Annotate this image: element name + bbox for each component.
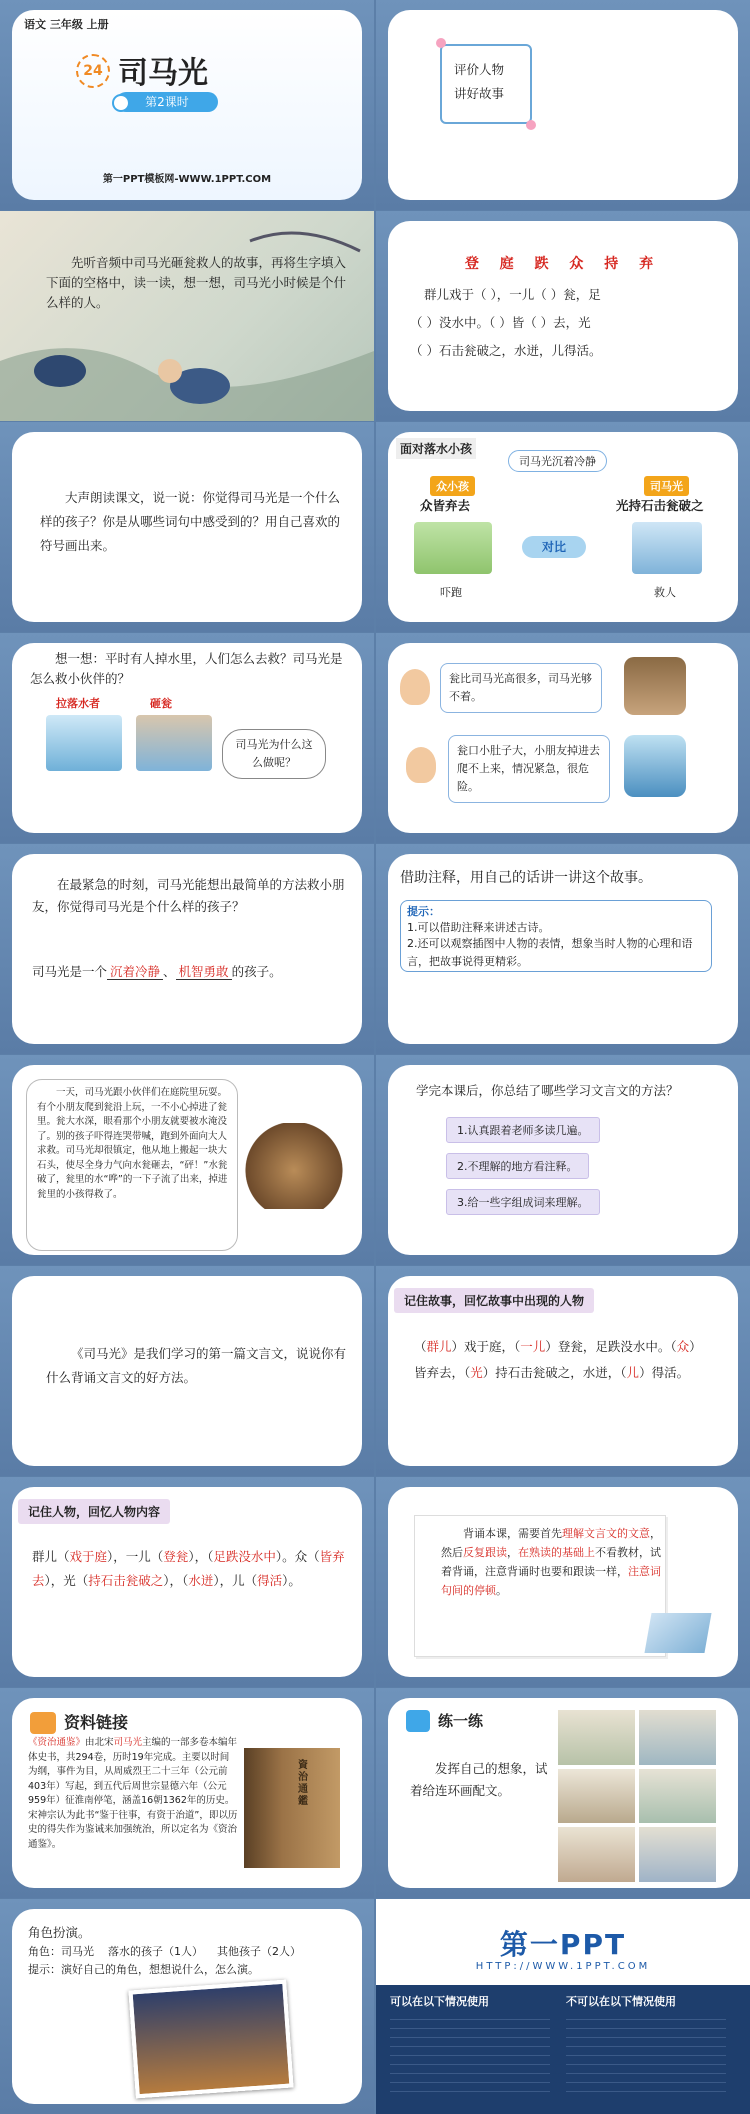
roles-line: 角色：司马光 落水的孩子（1人） 其他孩子（2人） <box>28 1945 301 1958</box>
method-1: 1.认真跟着老师多读几遍。 <box>446 1117 600 1143</box>
objective-line-1: 评价人物 <box>454 62 505 77</box>
role-play-title: 角色扮演。 <box>28 1925 91 1940</box>
answer-guang: 光 <box>470 1365 483 1380</box>
text-fragment: 。 <box>496 1584 507 1597</box>
usage-list-right <box>566 2019 726 2095</box>
simaguang-action: 光持石击瓮破之 <box>616 498 704 513</box>
slide-title <box>0 0 374 210</box>
text-fragment: （ <box>414 1339 427 1354</box>
recite-question: 《司马光》是我们学习的第一篇文言文，说说你有什么背诵文言文的好方法。 <box>46 1346 347 1385</box>
jar-illustration <box>244 1123 344 1209</box>
highlight-2: 反复跟读 <box>463 1546 507 1559</box>
text-fragment: ，然后 <box>441 1527 661 1559</box>
slide-recite-tips <box>376 1477 750 1687</box>
text-fragment: ）皆弃去，（ <box>414 1339 702 1380</box>
comic-panel <box>639 1769 716 1824</box>
rescue-caption: 救人 <box>654 586 676 599</box>
comic-panel <box>558 1769 635 1824</box>
children-running-image <box>414 522 492 574</box>
rescue-image <box>632 522 702 574</box>
answer-1: 沉着冷静 <box>107 964 163 980</box>
text-fragment: 背诵本课，需要首先 <box>463 1527 562 1540</box>
slide-reasons <box>376 633 750 843</box>
blank-line-2: （ ）没水中。（ ）皆（ ）去，光 <box>410 315 591 330</box>
new-characters: 登 庭 跌 众 持 弃 <box>464 256 662 272</box>
pull-out-image <box>46 715 122 771</box>
slide-resource <box>0 1688 374 1898</box>
book-cover-title: 資治通鑑 <box>298 1760 308 1807</box>
objective-frame <box>440 44 532 124</box>
answer-shui-beng: 水迸 <box>188 1573 214 1588</box>
subject-label: 语文 三年级 上册 <box>24 18 109 31</box>
answer-2: 机智勇敢 <box>176 964 232 980</box>
slide-compare <box>376 422 750 632</box>
children-caption: 吓跑 <box>440 586 462 599</box>
comic-strip <box>558 1710 716 1882</box>
reason-bubble-2: 瓮口小肚子大，小朋友掉进去爬不上来，情况紧急，很危险。 <box>448 735 610 803</box>
girl-avatar <box>406 747 436 783</box>
answer-deng-weng: 登瓮 <box>163 1549 189 1564</box>
ink-painting-illustration <box>0 211 374 421</box>
compare-title: 面对落水小孩 <box>396 438 476 459</box>
brand-logo: 第一PPT <box>499 1928 627 1961</box>
answer-yi-er: 一儿 <box>520 1339 546 1354</box>
notebook <box>414 1515 666 1657</box>
book-icon <box>30 1712 56 1734</box>
content-title: 记住人物，回忆人物内容 <box>18 1499 170 1524</box>
slide-content <box>0 1477 374 1687</box>
answer-chi-shi: 持石击瓮破之 <box>88 1573 164 1588</box>
simaguang-tag: 司马光 <box>644 476 689 496</box>
tip-1: 1.可以借助注释来讲述古诗。 <box>407 921 550 934</box>
role-tip: 提示：演好自己的角色，想想说什么，怎么演。 <box>28 1963 259 1976</box>
slide-people <box>376 1266 750 1476</box>
text-fragment: ）持石击瓮破之，水迸，（ <box>482 1365 627 1380</box>
slide-credits <box>376 1899 750 2114</box>
slide-retell <box>376 844 750 1054</box>
text-fragment: ）登瓮，足跌没水中。（ <box>545 1339 677 1354</box>
method-2: 2.不理解的地方看注释。 <box>446 1153 589 1179</box>
text-fragment: ， <box>507 1546 518 1559</box>
slide-character <box>0 844 374 1054</box>
flower-icon <box>526 120 536 130</box>
people-title: 记住故事，回忆故事中出现的人物 <box>394 1288 594 1313</box>
methods-question: 学完本课后，你总结了哪些学习文言文的方法？ <box>416 1083 679 1098</box>
story-frame <box>26 1079 238 1251</box>
practice-title: 练一练 <box>438 1712 484 1730</box>
retell-instruction: 借助注释，用自己的话讲一讲这个故事。 <box>400 870 652 886</box>
highlight-3: 在熟读的基础上 <box>518 1546 595 1559</box>
reason-bubble-1: 瓮比司马光高很多，司马光够不着。 <box>440 663 602 713</box>
tip-label: 提示： <box>407 905 440 918</box>
method-label-2: 砸瓮 <box>150 697 172 710</box>
page-title: 司马光 <box>118 56 208 91</box>
recite-tips-text <box>441 1524 661 1600</box>
method-label-1: 拉落水者 <box>56 697 100 710</box>
pencil-icon <box>406 1710 430 1732</box>
book-set-image <box>244 1748 340 1868</box>
author-name: 司马光 <box>113 1737 143 1748</box>
children-tag: 众小孩 <box>430 476 475 496</box>
slide-objective <box>376 0 750 210</box>
listen-instruction: 先听音频中司马光砸瓮救人的故事，再将生字填入下面的空格中，读一读，想一想，司马光小时候是个什么样的人。 <box>46 255 347 310</box>
read-aloud-instruction: 大声朗读课文，说一说：你觉得司马光是一个什么样的孩子？你是从哪些词句中感受到的？用自己喜欢的符号画出来。 <box>40 490 341 553</box>
flower-icon <box>436 38 446 48</box>
answer-sep: 、 <box>163 964 176 979</box>
boy-avatar <box>400 669 430 705</box>
answer-prefix: 司马光是一个 <box>32 964 108 979</box>
lesson-number-badge: 24 <box>76 54 110 88</box>
people-passage <box>414 1334 714 1386</box>
can-use-heading: 可以在以下情况使用 <box>390 1995 489 2008</box>
comic-panel <box>558 1710 635 1765</box>
pill-dot-icon <box>112 94 130 112</box>
compare-badge: 对比 <box>522 536 586 558</box>
character-answer <box>32 962 282 982</box>
slide-read-aloud <box>0 422 374 632</box>
method-3: 3.给一些字组成词来理解。 <box>446 1189 600 1215</box>
tip-box <box>400 900 712 972</box>
child-in-jar-image <box>624 735 686 797</box>
text-fragment: 主编的一部多卷本编年体史书，共294卷，历时19年完成。主要以时间为纲，事件为目，从周威烈王二十三年（公元前403年）写起，到五代后周世宗显德六年（公元959年）征淮南停笔，涵盖16朝1362年的历史。宋神宗认为此书“鉴于往事，有资于治道”，即以历史的得失作为鉴诫来加强统治，所以定名为《资治通鉴》。 <box>28 1737 238 1850</box>
site-url: 第一PPT模板网-WWW.1PPT.COM <box>102 174 272 185</box>
slide-role-play <box>0 1899 374 2114</box>
practice-text: 发挥自己的想象，试着给连环画配文。 <box>410 1761 548 1798</box>
role-play-photo <box>128 1980 293 2099</box>
comic-panel <box>639 1710 716 1765</box>
cannot-use-heading: 不可以在以下情况使用 <box>566 1995 676 2008</box>
think-question: 想一想：平时有人掉水里，人们怎么去救？司马光是怎么救小伙伴的？ <box>30 651 343 686</box>
answer-zhong: 众 <box>676 1339 690 1354</box>
content-passage: 群儿（戏于庭），一儿（登瓮），（足跌没水中）。众（皆弃去），光（持石击瓮破之），（水迸），儿（得活）。 <box>32 1549 345 1588</box>
comic-panel <box>558 1827 635 1882</box>
answer-xi-yu-ting: 戏于庭 <box>69 1549 108 1564</box>
story-text: 一天，司马光跟小伙伴们在庭院里玩耍。有个小朋友爬到瓮沿上玩，一不小心掉进了瓮里。瓮大水深，眼看那个小朋友就要被水淹没了。别的孩子吓得连哭带喊，跑到外面向大人求救。司马光却很镇定，他从地上搬起一块大石头，使尽全身力气向水瓮砸去，“砰！”水瓮破了，瓮里的水“哗”的一下子流了出来，掉进瓮里的小孩得救了。 <box>37 1087 228 1200</box>
question-bubble: 司马光为什么这么做呢？ <box>222 729 326 779</box>
answer-zu-die: 足跌没水中 <box>213 1549 276 1564</box>
usage-panel <box>376 1985 750 2114</box>
answer-suffix: 的孩子。 <box>231 964 282 979</box>
answer-jie-qi-qu: 皆弃去 <box>32 1549 345 1588</box>
tip-2: 2.还可以观察插图中人物的表情，想象当时人物的心理和语言，把故事说得更精彩。 <box>407 937 693 968</box>
objective-line-2: 讲好故事 <box>454 86 505 101</box>
slide-recite <box>0 1266 374 1476</box>
answer-de-huo: 得活 <box>257 1573 283 1588</box>
brand-url: HTTP://WWW.1PPT.COM <box>475 1961 651 1972</box>
slide-think <box>0 633 374 843</box>
answer-qun-er: 群儿 <box>426 1339 452 1354</box>
text-fragment: 由北宋 <box>85 1737 114 1748</box>
smash-jar-image <box>136 715 212 771</box>
slide-story <box>0 1055 374 1265</box>
comic-panel <box>639 1827 716 1882</box>
jar-image <box>624 657 686 715</box>
slide-methods <box>376 1055 750 1265</box>
usage-list-left <box>390 2019 550 2095</box>
answer-er: 儿 <box>626 1365 640 1380</box>
character-question: 在最紧急的时刻，司马光能想出最简单的方法救小朋友，你觉得司马光是个什么样的孩子？ <box>32 877 345 914</box>
book-icon <box>644 1613 711 1653</box>
text-fragment: ）戏于庭，（ <box>451 1339 521 1354</box>
blank-line-1: 群儿戏于（ ），一儿（ ）瓮，足 <box>424 287 601 302</box>
slide-listen <box>0 211 374 421</box>
highlight-4: 注意词句间的停顿 <box>441 1565 661 1597</box>
blank-line-3: （ ）石击瓮破之，水迸，儿得活。 <box>410 343 602 358</box>
lesson-pill: 第2课时 <box>116 92 218 112</box>
resource-text <box>28 1736 238 1852</box>
children-action: 众皆弃去 <box>420 498 471 513</box>
text-fragment: 不看教材，试着背诵，注意背诵时也要和跟读一样， <box>441 1546 661 1578</box>
slide-fill-blanks <box>376 211 750 421</box>
highlight-1: 理解文言文的文意 <box>562 1527 650 1540</box>
thought-cloud: 司马光沉着冷静 <box>508 450 607 472</box>
text-fragment: ）得活。 <box>639 1365 690 1380</box>
book-name: 《资治通鉴》 <box>28 1737 86 1748</box>
resource-title: 资料链接 <box>64 1713 129 1732</box>
slide-practice <box>376 1688 750 1898</box>
